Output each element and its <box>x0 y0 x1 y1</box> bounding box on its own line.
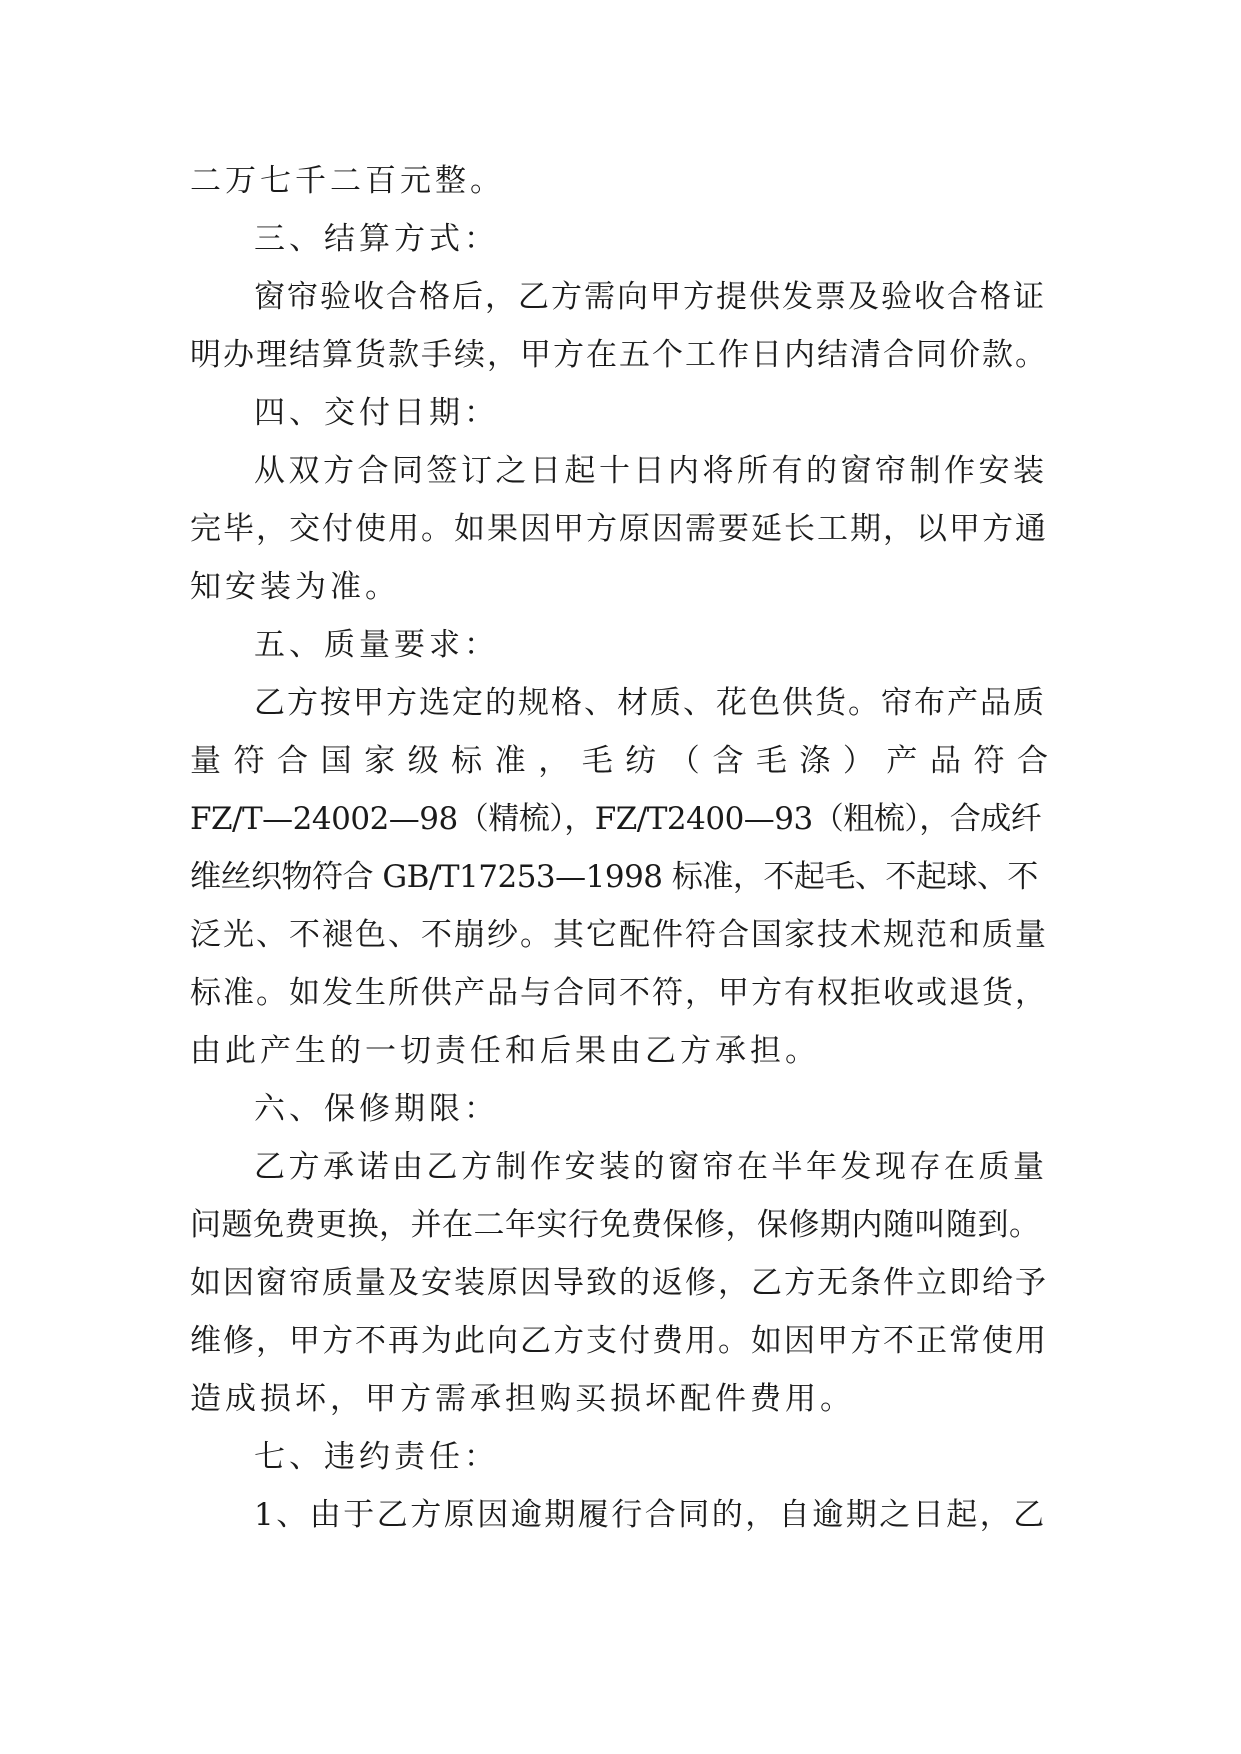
paragraph-line: FZ/T—24002—98（精梳），FZ/T2400—93（粗梳），合成纤 <box>190 801 1042 837</box>
paragraph-line: 如因窗帘质量及安装原因导致的返修，乙方无条件立即给予 <box>190 1265 1048 1301</box>
section-heading: 六、保修期限： <box>254 1091 499 1127</box>
paragraph-line: 明办理结算货款手续，甲方在五个工作日内结清合同价款。 <box>190 337 1048 373</box>
paragraph-line: 从双方合同签订之日起十日内将所有的窗帘制作安装 <box>254 453 1048 489</box>
paragraph-line: 1、由于乙方原因逾期履行合同的，自逾期之日起，乙 <box>254 1497 1047 1533</box>
paragraph-line: 窗帘验收合格后，乙方需向甲方提供发票及验收合格证 <box>254 279 1046 315</box>
section-heading: 七、违约责任： <box>254 1439 499 1475</box>
paragraph-line: 维修，甲方不再为此向乙方支付费用。如因甲方不正常使用 <box>190 1323 1048 1359</box>
paragraph-line: 完毕，交付使用。如果因甲方原因需要延长工期，以甲方通 <box>190 511 1048 547</box>
paragraph-line: 标准。如发生所供产品与合同不符，甲方有权拒收或退货， <box>190 975 1048 1011</box>
paragraph-line: 问题免费更换，并在二年实行免费保修，保修期内随叫随到。 <box>190 1207 1041 1243</box>
paragraph-line: 知安装为准。 <box>190 569 400 605</box>
paragraph-line: 乙方承诺由乙方制作安装的窗帘在半年发现存在质量 <box>254 1149 1048 1185</box>
section-heading: 五、质量要求： <box>254 627 499 663</box>
paragraph-line: 泛光、不褪色、不崩纱。其它配件符合国家技术规范和质量 <box>190 917 1048 953</box>
paragraph-line: 量符合国家级标准，毛纺（含毛涤）产品符合 <box>190 743 1050 779</box>
section-heading: 四、交付日期： <box>254 395 499 431</box>
paragraph-line: 二万七千二百元整。 <box>190 163 505 199</box>
section-heading: 三、结算方式： <box>254 221 499 257</box>
paragraph-line: 造成损坏，甲方需承担购买损坏配件费用。 <box>190 1381 855 1417</box>
paragraph-line: 由此产生的一切责任和后果由乙方承担。 <box>190 1033 820 1069</box>
paragraph-line: 维丝织物符合 GB/T17253—1998 标准，不起毛、不起球、不 <box>190 859 1038 895</box>
paragraph-line: 乙方按甲方选定的规格、材质、花色供货。帘布产品质 <box>254 685 1046 721</box>
